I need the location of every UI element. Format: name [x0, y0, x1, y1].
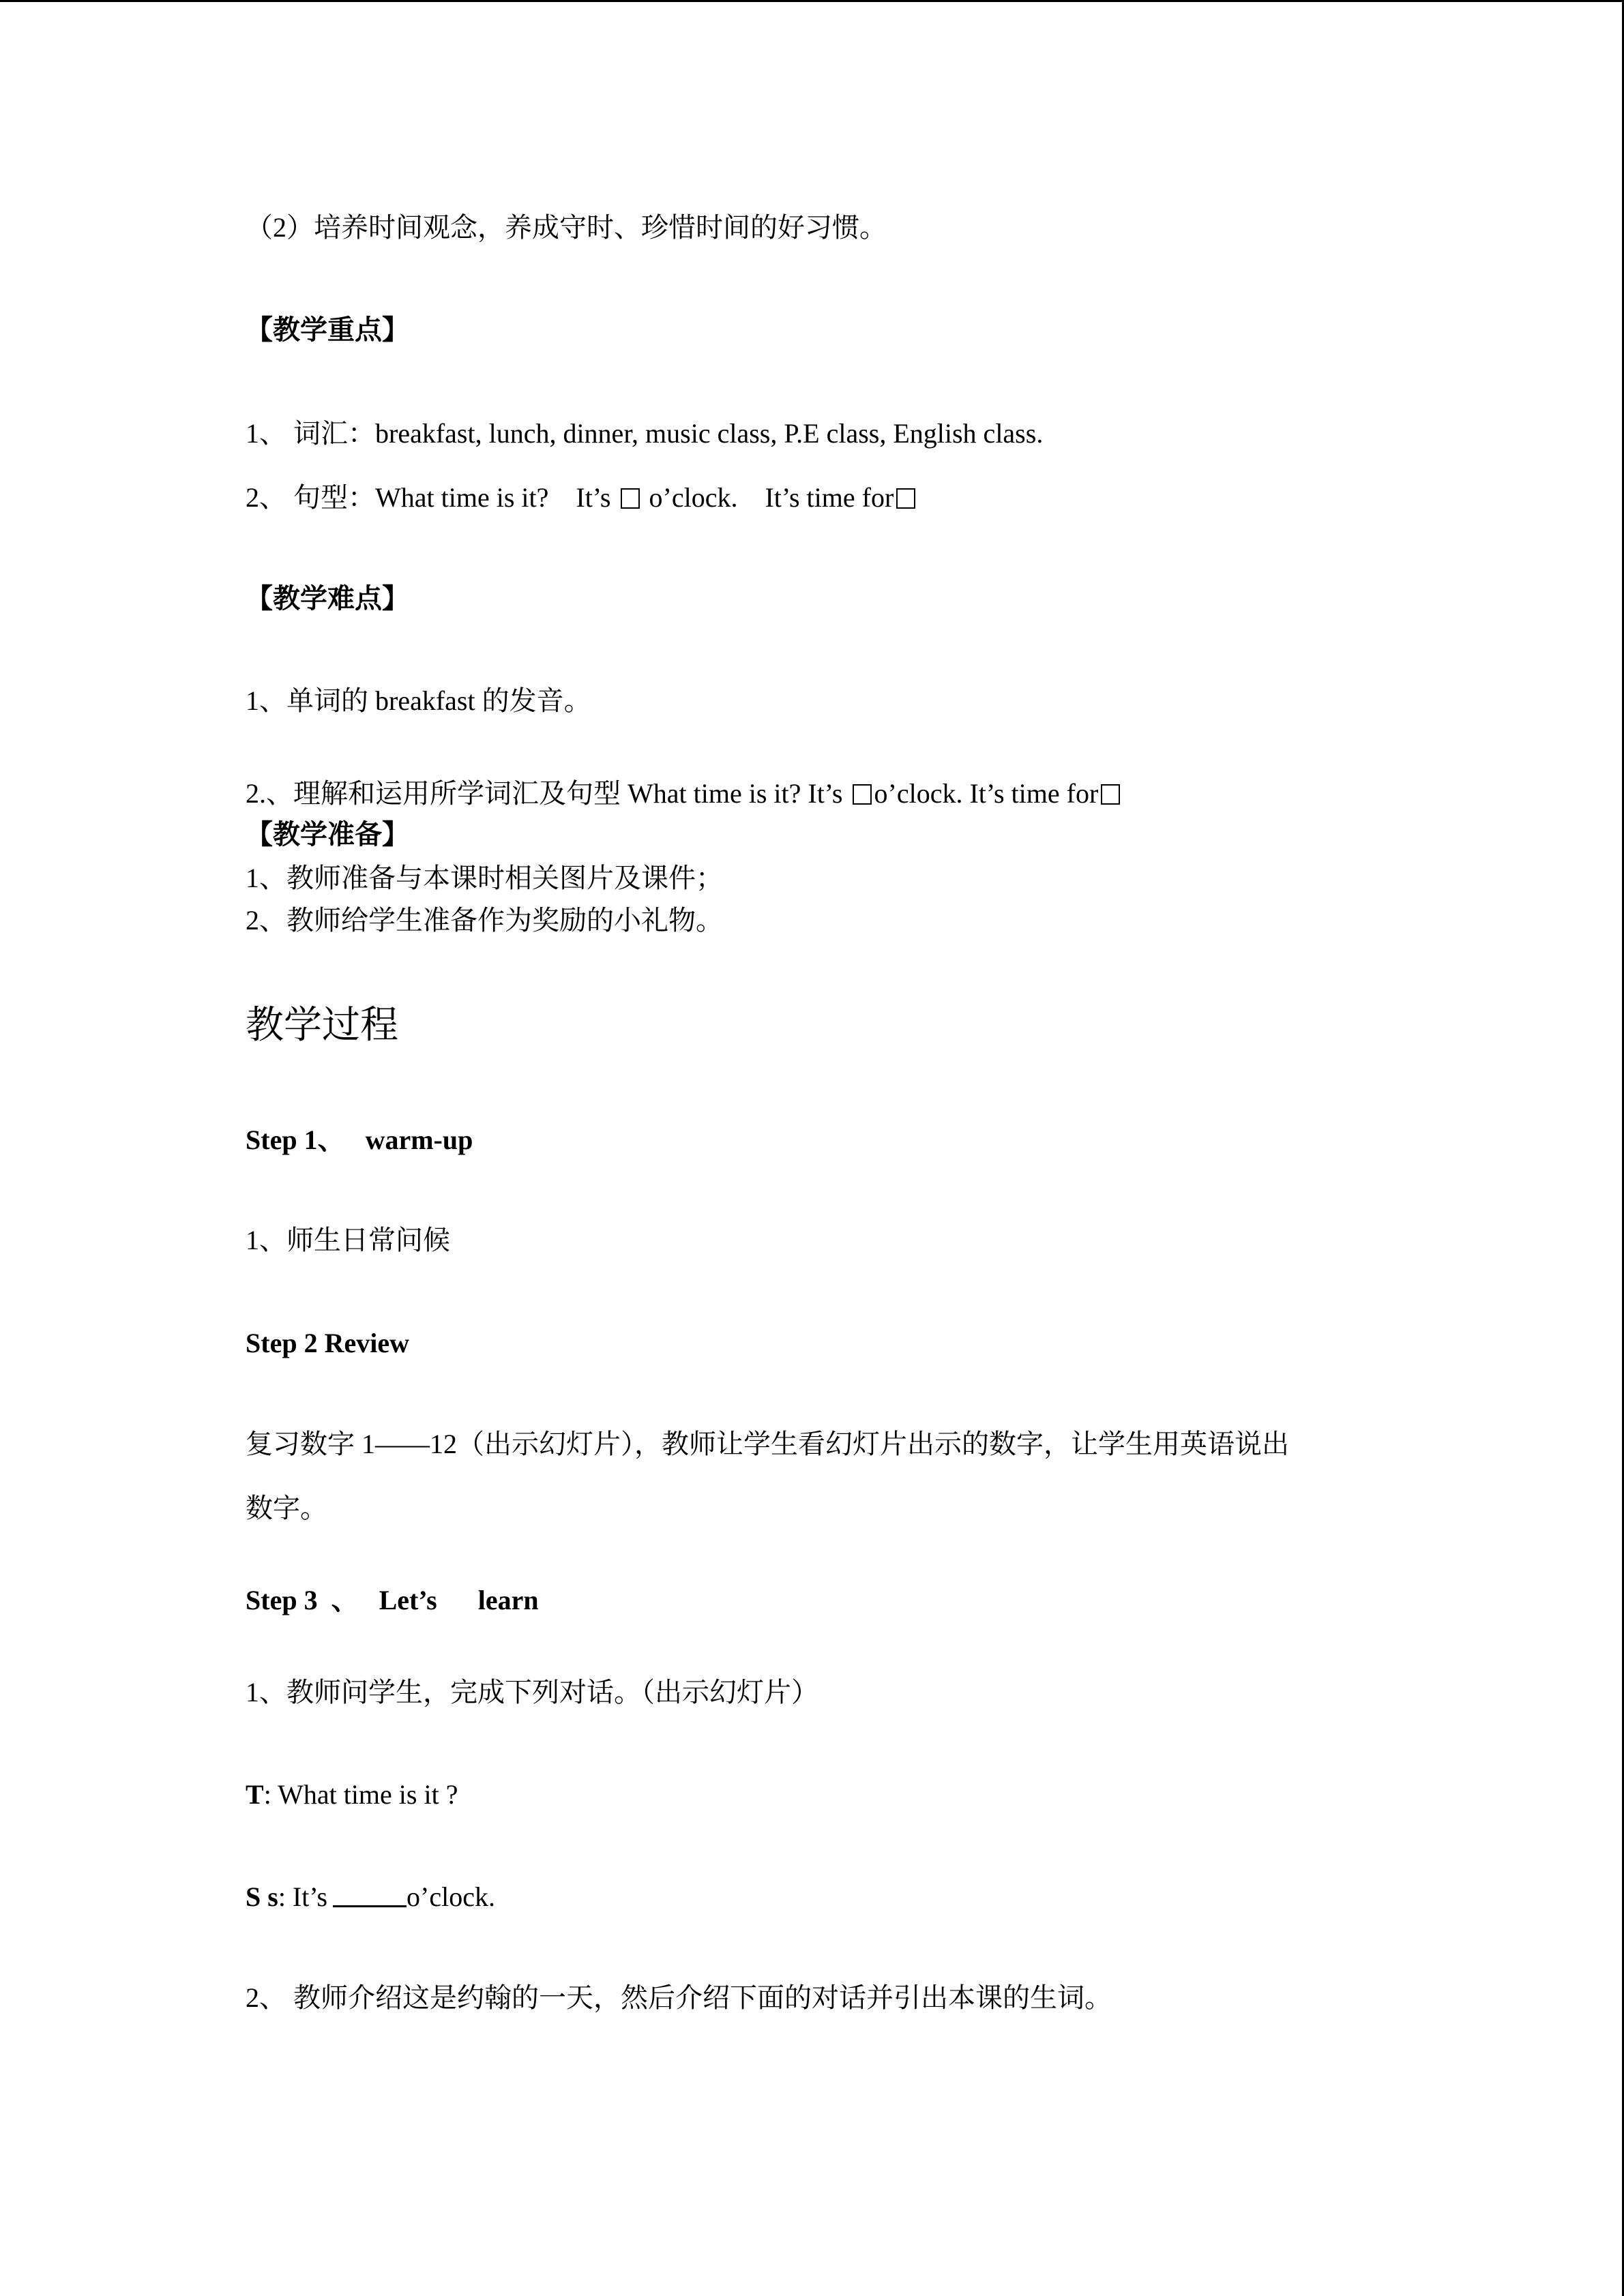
key-points-item-1: 1、 词汇：breakfast, lunch, dinner, music class, P.E class, English class. [246, 418, 1044, 449]
students-label: S s [246, 1881, 278, 1912]
students-line [246, 1881, 495, 1913]
key-points-heading: 【教学重点】 [246, 314, 409, 345]
placeholder-box [1101, 784, 1120, 805]
teacher-line [246, 1778, 458, 1811]
key-points-item-2 [246, 481, 918, 514]
preparation-item-2: 2、教师给学生准备作为奖励的小礼物。 [246, 905, 723, 936]
key-points-item-2-part-a: 2、 句型：What time is it? It’s [246, 482, 611, 513]
step2-heading: Step 2 Review [246, 1328, 409, 1358]
preparation-heading: 【教学准备】 [246, 819, 409, 850]
placeholder-box [896, 488, 915, 509]
step3-heading: Step 3 、 Let’s learn [246, 1585, 539, 1615]
difficulties-item-2 [246, 777, 1123, 810]
step1-item-1: 1、师生日常问候 [246, 1225, 450, 1255]
teacher-label: T [246, 1779, 264, 1810]
objective-item-2: （2）培养时间观念，养成守时、珍惜时间的好习惯。 [246, 212, 887, 243]
difficulties-heading: 【教学难点】 [246, 583, 409, 614]
process-title: 教学过程 [246, 1003, 398, 1047]
step2-text-line-1: 复习数字 1——12（出示幻灯片），教师让学生看幻灯片出示的数字，让学生用英语说出 [246, 1429, 1289, 1459]
step3-item-1: 1、教师问学生，完成下列对话。（出示幻灯片） [246, 1677, 818, 1708]
students-answer: : It’s [278, 1881, 328, 1912]
step3-item-2: 2、 教师介绍这是约翰的一天，然后介绍下面的对话并引出本课的生词。 [246, 1982, 1112, 2013]
difficulties-item-1: 1、单词的 breakfast 的发音。 [246, 685, 591, 716]
teacher-question: : What time is it ? [263, 1779, 458, 1810]
step2-text-line-2: 数字。 [246, 1493, 327, 1523]
preparation-item-1: 1、教师准备与本课时相关图片及课件； [246, 863, 723, 893]
difficulties-item-2-part-a: 2.、理解和运用所学词汇及句型 What time is it? It’s [246, 778, 843, 809]
page-top-border [0, 0, 1624, 2]
step1-heading: Step 1、 warm-up [246, 1124, 473, 1155]
difficulties-item-2-part-b: o’clock. It’s time for [874, 778, 1099, 809]
key-points-item-2-part-b: o’clock. It’s time for [649, 482, 894, 513]
answer-blank [333, 1882, 407, 1907]
placeholder-box [853, 784, 872, 805]
placeholder-box [621, 488, 640, 509]
students-answer-end: o’clock. [407, 1881, 495, 1912]
